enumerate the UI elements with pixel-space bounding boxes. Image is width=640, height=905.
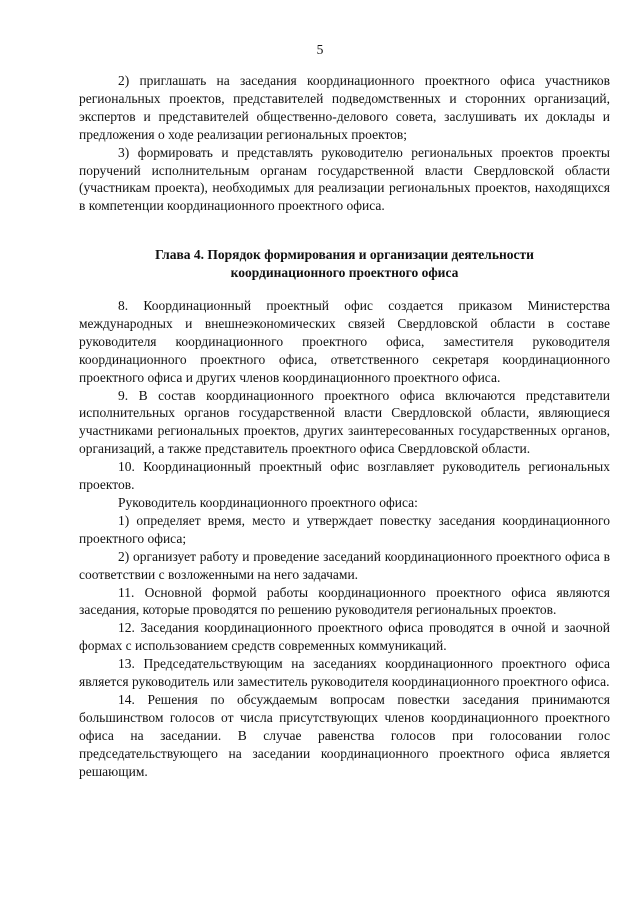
chapter-title-line-1: Глава 4. Порядок формирования и организации деятельности: [155, 247, 534, 262]
paragraph-duty-1: 1) определяет время, место и утверждает повестку заседания координационного проектного офиса;: [79, 512, 610, 546]
paragraph-item-3: 3) формировать и представлять руководителю региональных проектов проекты поручений исполнительным органам государственной власти Свердловской области (участникам проекта), необходимых для реализации региональных проектов, находящихся в компетенции координационного проектного офиса.: [79, 144, 610, 214]
paragraph-9: 9. В состав координационного проектного офиса включаются представители исполнительных органов государственной власти Свердловской области, являющиеся участниками региональных проектов, других заинтересованных государственных органов, организаций, а также представитель проектного офиса Свердловской области.: [79, 387, 610, 457]
paragraph-14: 14. Решения по обсуждаемым вопросам повестки заседания принимаются большинством голосов от числа присутствующих членов координационного проектного офиса на заседании. В случае равенства голосов при голосовании голос председательствующего на заседании координационного проектного офиса является решающим.: [79, 691, 610, 779]
paragraph-11: 11. Основной формой работы координационного проектного офиса являются заседания, которые проводятся по решению руководителя региональных проектов.: [79, 584, 610, 618]
paragraph-8: 8. Координационный проектный офис создается приказом Министерства международных и внешнеэкономических связей Свердловской области в составе руководителя координационного проектного офиса, заместителя руководителя координационного проектного офиса, ответственного секретаря координационного проектного офиса и других членов координационного проектного офиса.: [79, 298, 610, 385]
paragraph-head-duties: Руководитель координационного проектного офиса:: [118, 494, 418, 510]
page-number: 5: [316, 42, 324, 57]
paragraph-13: 13. Председательствующим на заседаниях координационного проектного офиса является руководитель или заместитель руководителя координационного проектного офиса.: [79, 656, 610, 690]
chapter-paragraphs: [79, 297, 610, 780]
paragraph-duty-2: 2) организует работу и проведение заседаний координационного проектного офиса в соответствии с возложенными на него задачами.: [79, 548, 610, 582]
paragraph-12: 12. Заседания координационного проектного офиса проводятся в очной и заочной формах с использованием средств современных коммуникаций.: [79, 620, 610, 654]
top-paragraphs: [79, 72, 610, 215]
paragraph-item-2: 2) приглашать на заседания координационного проектного офиса участников региональных проектов, представителей подведомственных и сторонних организаций, экспертов и представителей общественно-делового совета, заслушивать их доклады и предложения о ходе реализации региональных проектов;: [79, 73, 610, 142]
chapter-title-line-2: координационного проектного офиса: [230, 264, 459, 280]
chapter-title: [79, 246, 610, 282]
paragraph-10: 10. Координационный проектный офис возглавляет руководитель региональных проектов.: [79, 459, 610, 493]
